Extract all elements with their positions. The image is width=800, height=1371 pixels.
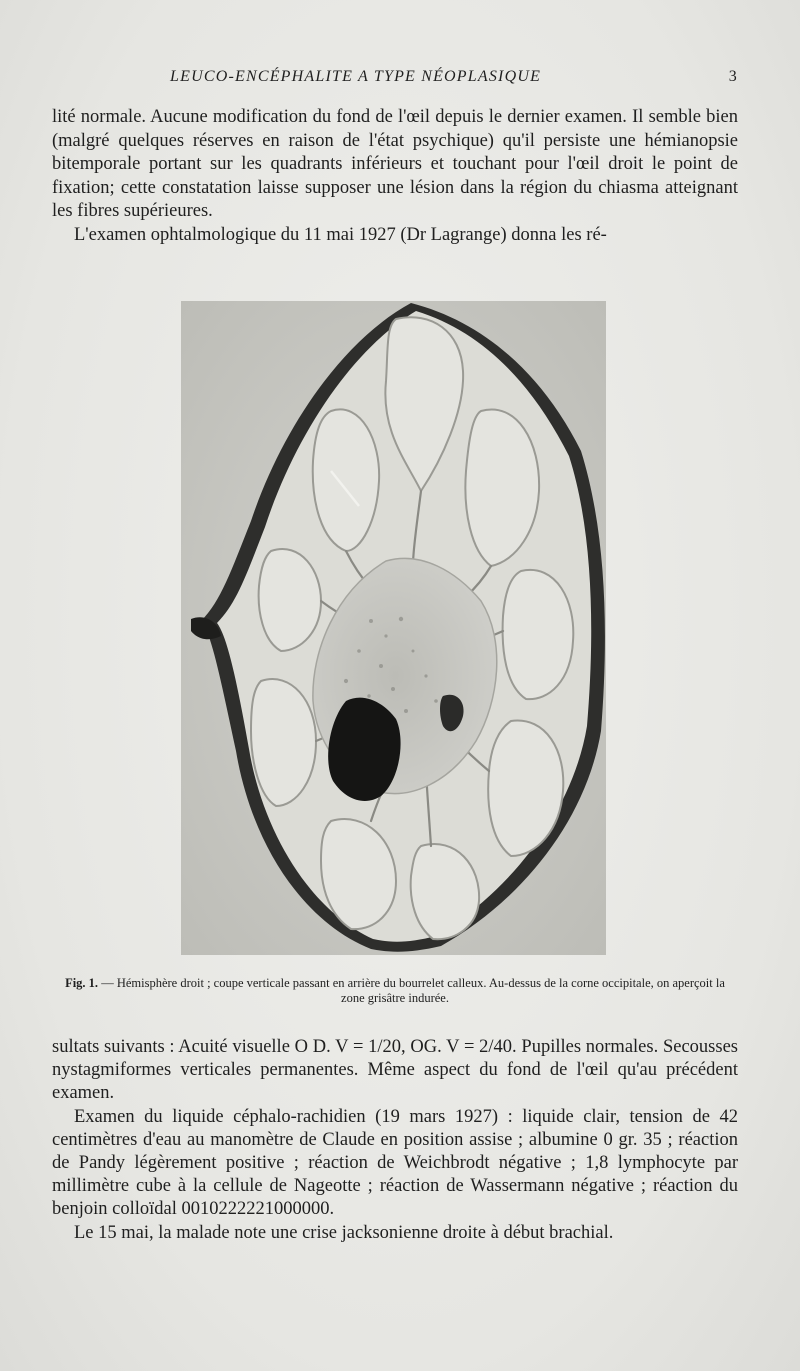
figure-label: Fig. 1. [65, 976, 99, 990]
paragraph: lité normale. Aucune modification du fond de l'œil depuis le dernier examen. Il semble bien (malgré quelques réserves en raison de l'état psychique) qu'il persiste une hémianopsie bitemporale portant sur les quadrants inférieurs et touchant pour l'œil droit le point de fixation; cette constatation laisse supposer une lésion dans la région du chiasma atteignant les fibres supérieures. [52, 107, 738, 222]
figure-caption-text: — Hémisphère droit ; coupe verticale passant en arrière du bourrelet calleux. Au-dessus de la corne occipitale, on aperçoit la zone grisâtre indurée. [101, 976, 725, 1005]
running-header [52, 68, 738, 92]
paragraph: L'examen ophtalmologique du 11 mai 1927 (Dr Lagrange) donna les ré- [74, 224, 607, 245]
figure-brain-section-photo [181, 301, 606, 955]
text-block-top [52, 106, 738, 248]
page-number: 3 [728, 68, 738, 85]
brain-section-illustration [181, 301, 606, 955]
paragraph: Le 15 mai, la malade note une crise jacksonienne droite à début brachial. [74, 1222, 614, 1243]
text-block-bottom [52, 1036, 738, 1245]
running-title: LEUCO-ENCÉPHALITE A TYPE NÉOPLASIQUE [170, 68, 542, 85]
figure-caption [52, 976, 738, 1006]
paragraph: Examen du liquide céphalo-rachidien (19 mars 1927) : liquide clair, tension de 42 centimètres d'eau au manomètre de Claude en position assise ; albumine 0 gr. 35 ; réaction de Pandy légèrement positive ; réaction de Weichbrodt négative ; 1,8 lymphocyte par millimètre cube à la cellule de Nageotte ; réaction de Wassermann négative ; réaction du benjoin colloïdal 0010222221000000. [52, 1106, 738, 1220]
paragraph: sultats suivants : Acuité visuelle O D. V = 1/20, OG. V = 2/40. Pupilles normales. Secousses nystagmiformes verticales permanentes. Même aspect du fond de l'œil qu'au précédent examen. [52, 1037, 738, 1104]
